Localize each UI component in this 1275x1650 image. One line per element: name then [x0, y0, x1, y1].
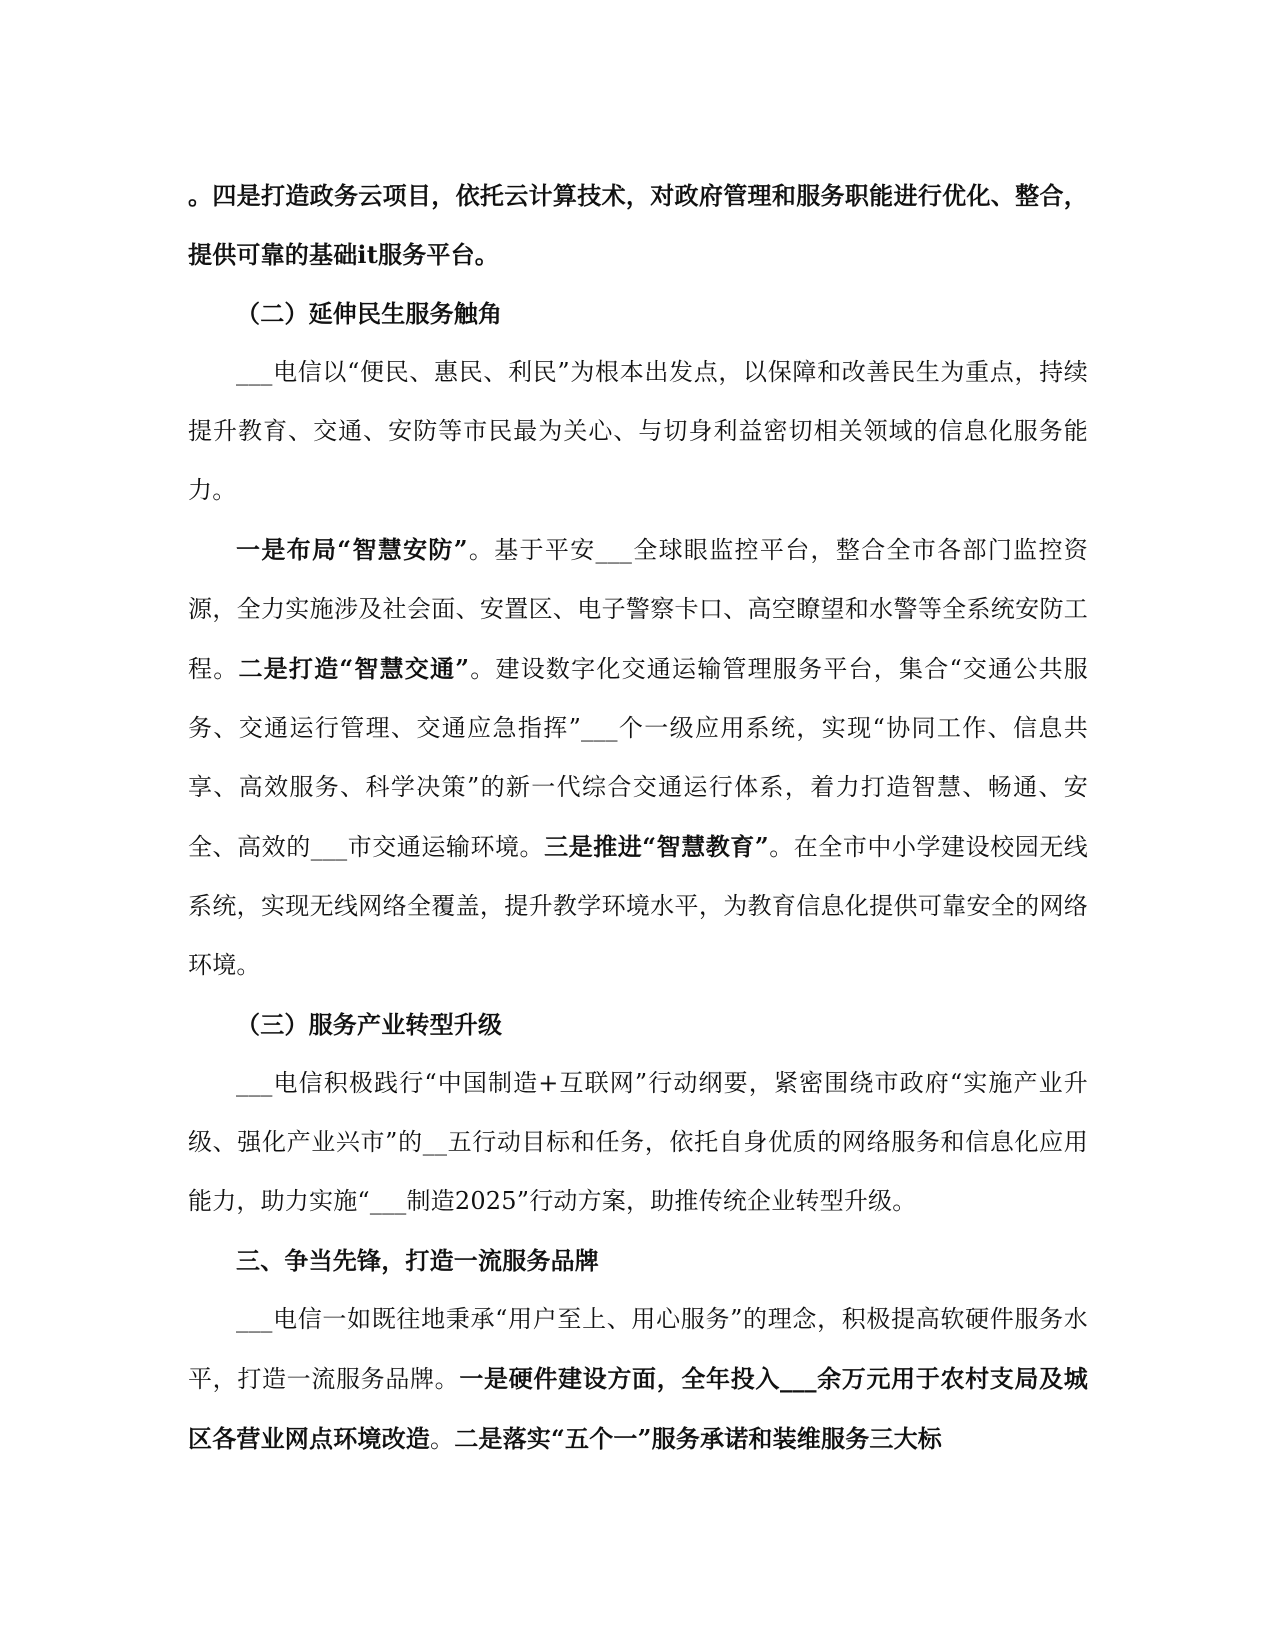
lead-hardware-construction: 一是硬件建设方面，全年投入___余万元用于农村支局及城区各营业网点环境改造 — [188, 1364, 1088, 1453]
paragraph-smart-initiatives — [188, 520, 1088, 995]
paragraph-service-brand — [188, 1290, 1088, 1469]
text-smart-traffic: 。建设数字化交通运输管理服务平台，集合“交通公共服务、交通运行管理、交通应急指挥”___个一级应用系统，实现“协同工作、信息共享、高效服务、科学决策”的新一代综合交通运行体系，着力打造智慧、畅通、安全、高效的___市交通运输环境。 — [188, 655, 1089, 861]
paragraph-livelihood-intro: ___电信以“便民、惠民、利民”为根本出发点，以保障和改善民生为重点，持续提升教育、交通、安防等市民最为关心、与切身利益密切相关领域的信息化服务能力。 — [188, 358, 1088, 504]
lead-smart-traffic: 二是打造“智慧交通” — [238, 654, 470, 683]
text-hardware-end: 。 — [430, 1425, 455, 1453]
text-smart-security: 。基于平安___全球眼监控平台，整合全市各部门监控资源，全力实施涉及社会面、安置区、电子警察卡口、高空瞭望和水警等全系统安防工程。 — [188, 536, 1089, 683]
lead-smart-education: 三是推进“智慧教育” — [544, 832, 769, 861]
section-heading-livelihood: （二）延伸民生服务触角 — [236, 299, 503, 328]
paragraph-industry: ___电信积极践行“中国制造+互联网”行动纲要，紧密围绕市政府“实施产业升级、强化产业兴市”的__五行动目标和任务，依托自身优质的网络服务和信息化应用能力，助力实施“___制造2025”行动方案，助推传统企业转型升级。 — [188, 1069, 1088, 1215]
text-smart-education: 。在全市中小学建设校园无线系统，实现无线网络全覆盖，提升教学环境水平，为教育信息化提供可靠安全的网络环境。 — [188, 833, 1089, 979]
paragraph-gov-cloud: 。四是打造政务云项目，依托云计算技术，对政府管理和服务职能进行优化、整合，提供可靠的基础it服务平台。 — [188, 181, 1088, 269]
section-heading-industry: （三）服务产业转型升级 — [236, 1010, 503, 1039]
text-service-brand-intro: ___电信一如既往地秉承“用户至上、用心服务”的理念，积极提高软硬件服务水平，打造一流服务品牌。 — [188, 1305, 1088, 1393]
lead-service-commitment: 二是落实“五个一”服务承诺和装维服务三大标 — [454, 1424, 943, 1453]
document-body — [188, 166, 1088, 1469]
lead-smart-security: 一是布局“智慧安防” — [236, 535, 468, 564]
section-heading-service-brand: 三、争当先锋，打造一流服务品牌 — [236, 1246, 599, 1275]
